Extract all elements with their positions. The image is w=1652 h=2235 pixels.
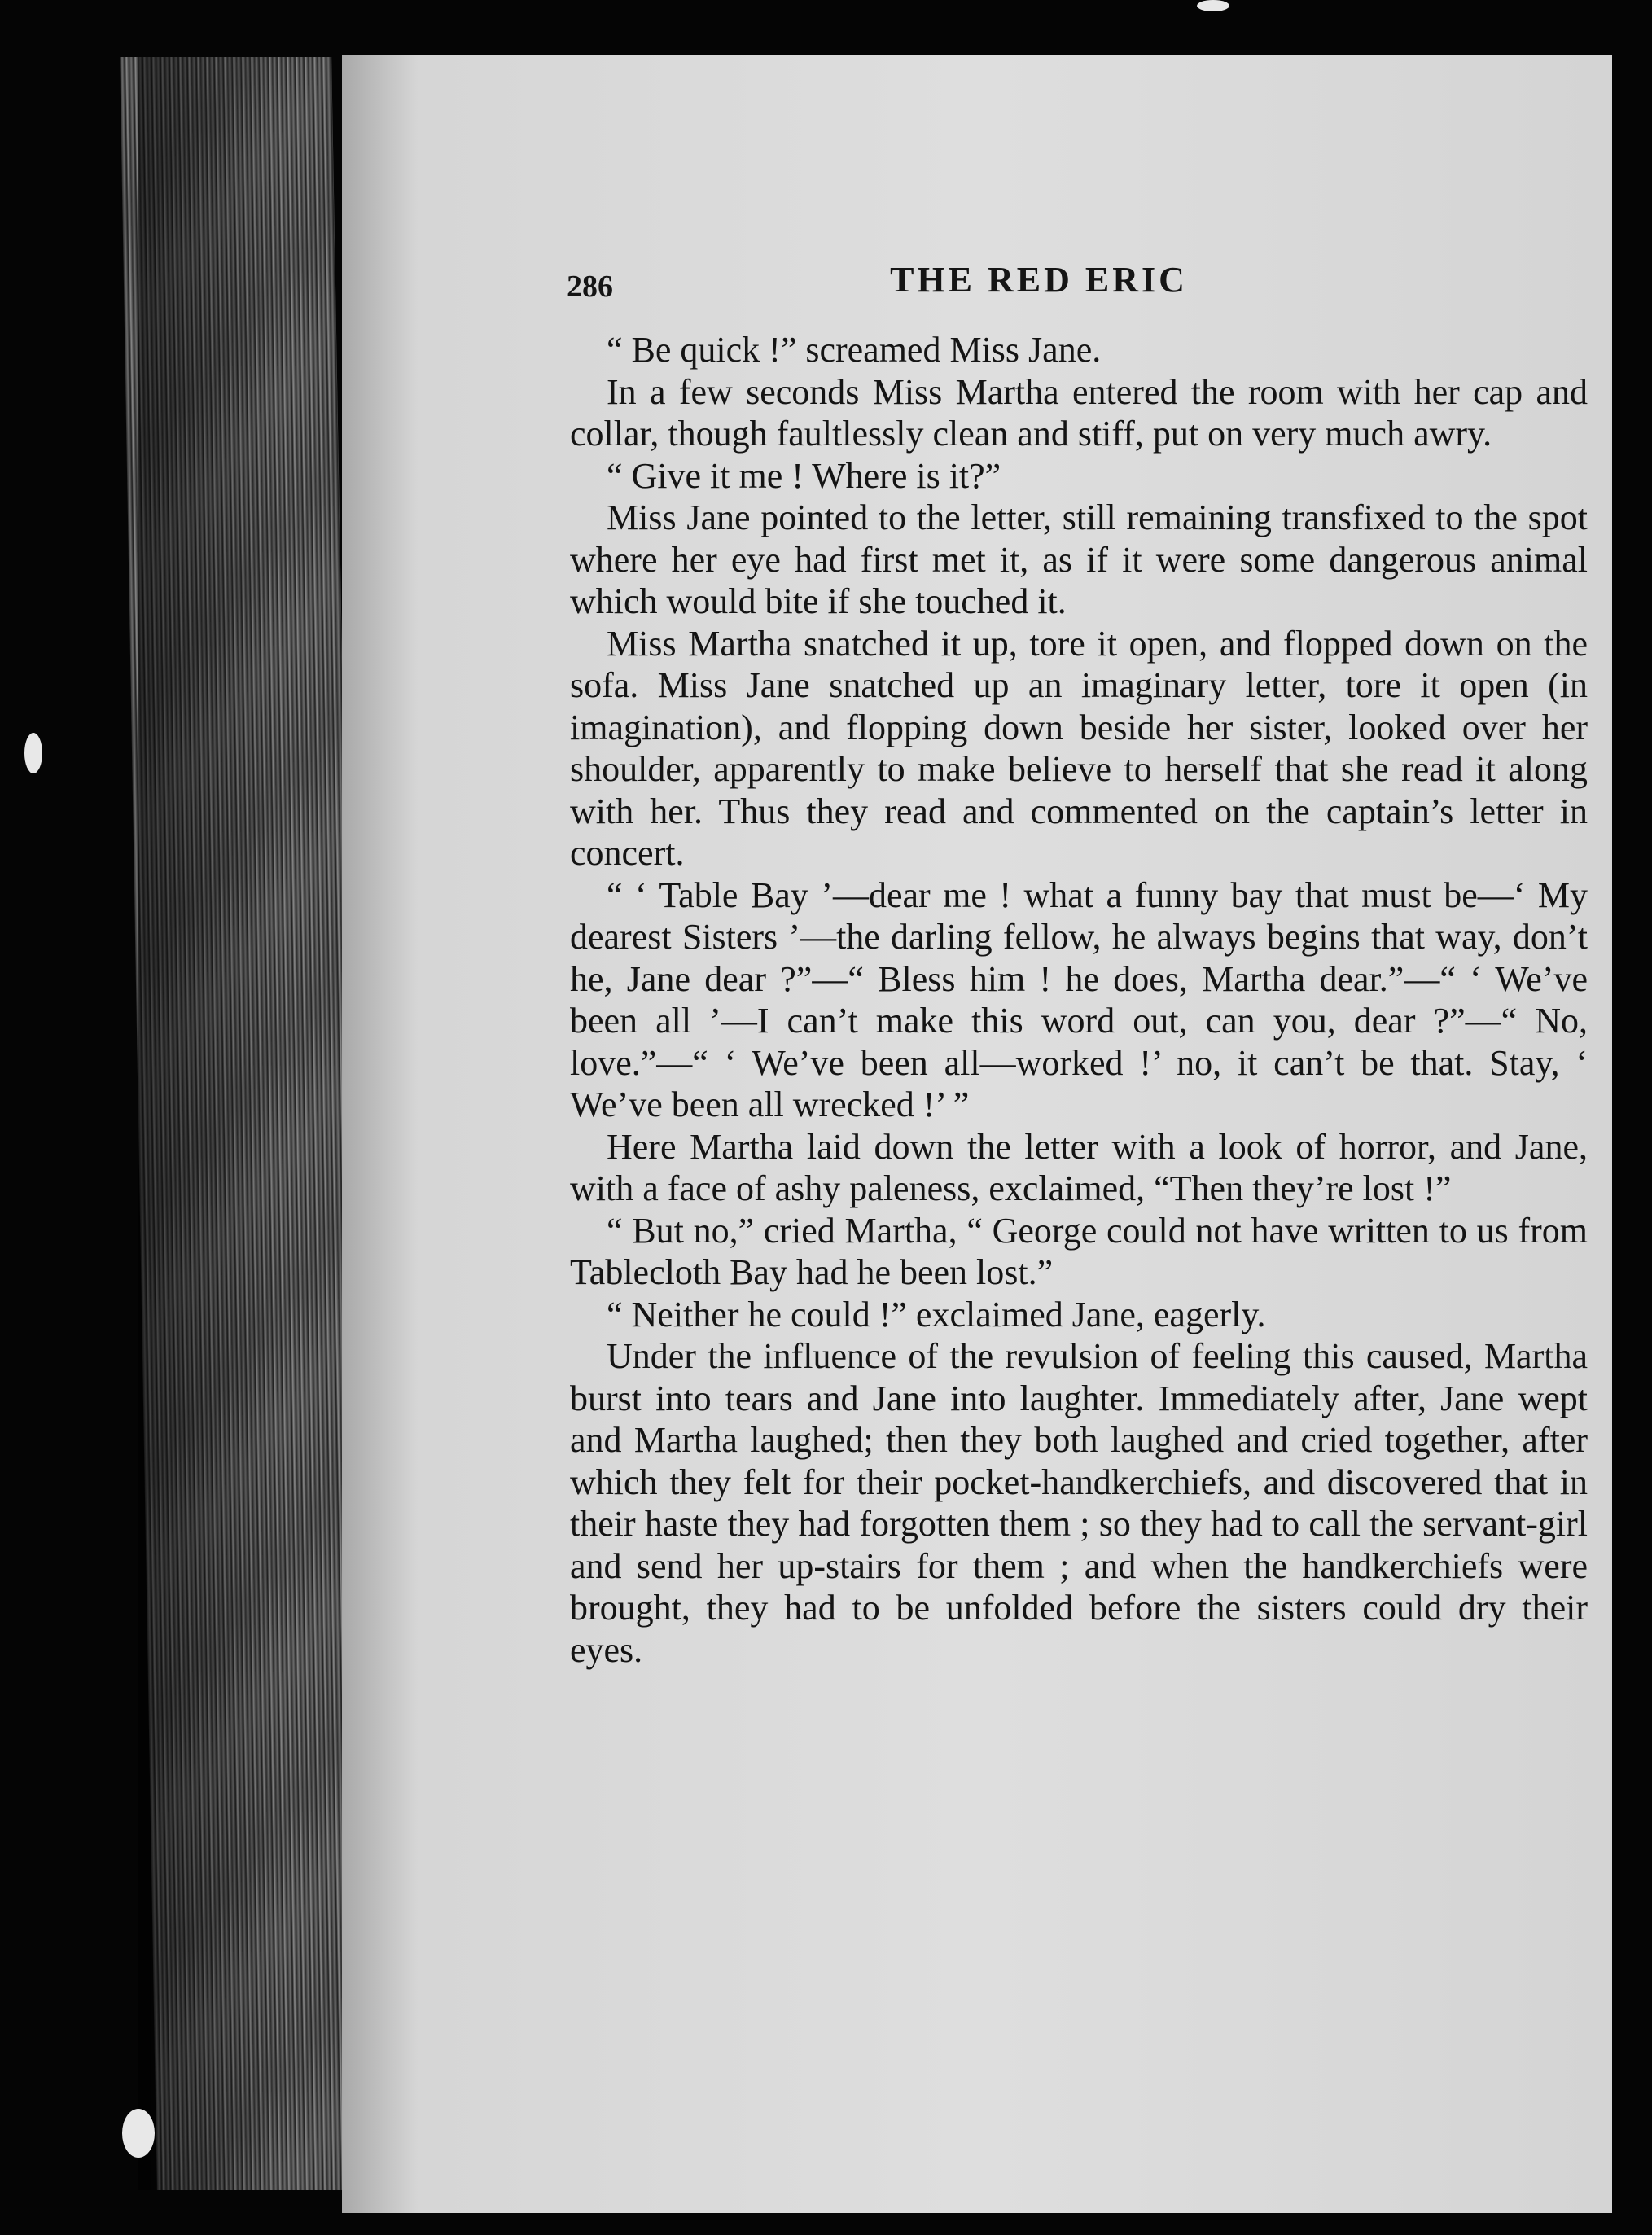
paragraph: Miss Jane pointed to the letter, still remaining transfixed to the spot where her eye had first met it, as if it were some dangerous animal which would bite if she touched it. xyxy=(570,497,1588,621)
page-number: 286 xyxy=(567,270,613,304)
scan-border xyxy=(1612,49,1652,2235)
paragraph: “ But no,” cried Martha, “ George could not have written to us from Tablecloth Bay had he been lost.” xyxy=(570,1210,1588,1292)
paragraph: “ Give it me ! Where is it?” xyxy=(607,455,1001,496)
scan-speck xyxy=(24,733,42,773)
scan-speck xyxy=(1197,0,1229,11)
paragraph: Under the influence of the revulsion of feeling this caused, Martha burst into tears and Jane into laughter. Immediately after, Jane wept and Martha laughed; then they both laughed and cried together, after which they felt for their pocket-handkerchiefs, and discovered that in their haste they had forgotten them ; so they had to call the servant-girl and send her up-stairs for them ; and when the handkerchiefs were brought, they had to be unfolded before the sisters could dry their eyes. xyxy=(570,1336,1588,1670)
paragraph: Here Martha laid down the letter with a look of horror, and Jane, with a face of ashy paleness, exclaimed, “Then they’re lost !” xyxy=(570,1126,1588,1208)
page-edge-shadow xyxy=(138,57,350,2190)
paragraph: In a few seconds Miss Martha entered the room with her cap and collar, though faultlessly clean and stiff, put on very much awry. xyxy=(570,371,1588,454)
page-header xyxy=(567,259,1601,308)
paragraph: “ Be quick !” screamed Miss Jane. xyxy=(607,330,1102,370)
paragraph: Miss Martha snatched it up, tore it open, and flopped down on the sofa. Miss Jane snatched up an imaginary letter, tore it open (in imagination), and flopping down beside her sister, looked over her shoulder, apparently to make believe to herself that she read it along with her. Thus they read and commented on the captain’s letter in concert. xyxy=(570,623,1588,873)
running-title: THE RED ERIC xyxy=(890,260,1188,300)
paragraph: “ ‘ Table Bay ’—dear me ! what a funny bay that must be—‘ My dearest Sisters ’—the darling fellow, he always begins that way, don’t he, Jane dear ?”—“ Bless him ! he does, Martha dear.”—“ ‘ We’ve been all ’—I can’t make this word out, can you, dear ?”—“ No, love.”—“ ‘ We’ve been all—worked !’ no, it can’t be that. Stay, ‘ We’ve been all wrecked !’ ” xyxy=(570,874,1588,1124)
scan-speck xyxy=(122,2109,155,2158)
page-body xyxy=(570,329,1588,1671)
paragraph: “ Neither he could !” exclaimed Jane, eagerly. xyxy=(607,1294,1266,1334)
